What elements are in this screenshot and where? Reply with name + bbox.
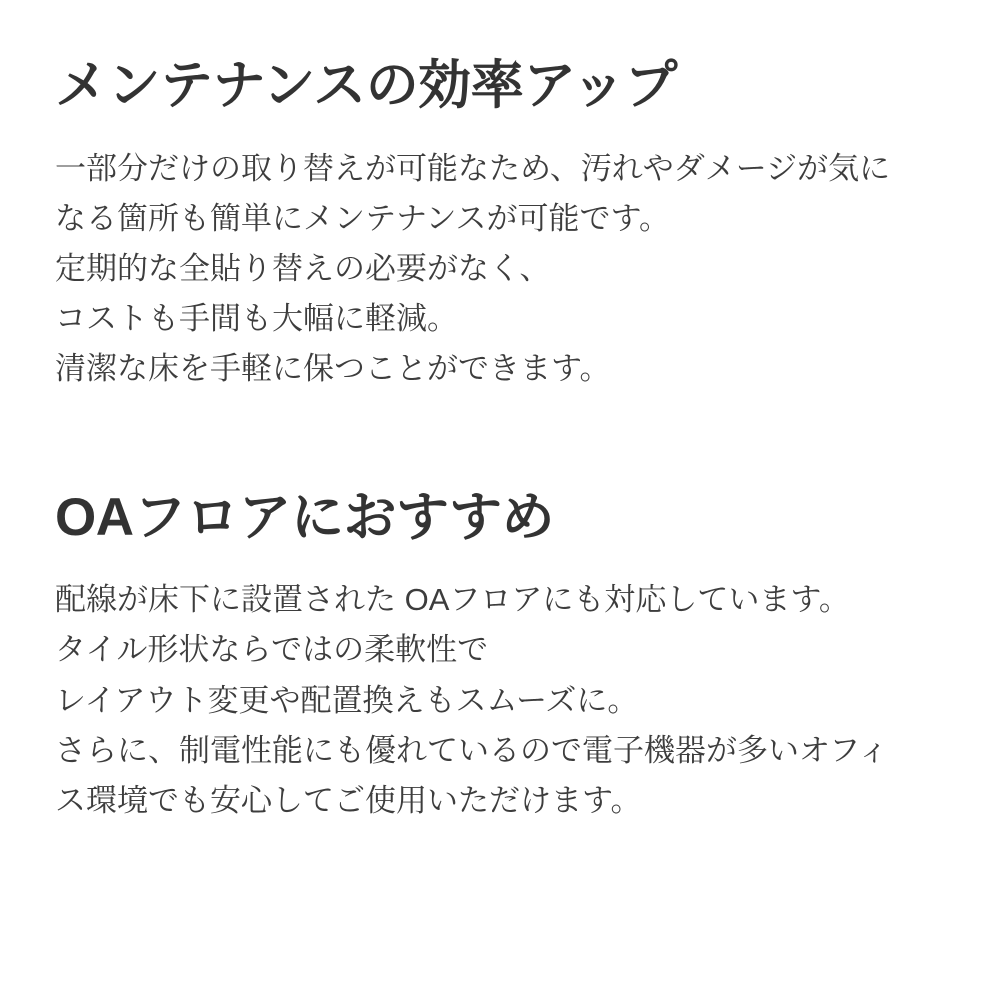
body-line: 定期的な全貼り替えの必要がなく、 bbox=[55, 250, 551, 286]
body-line: 配線が床下に設置された OAフロアにも対応しています。 bbox=[55, 582, 850, 618]
section-heading: メンテナンスの効率アップ bbox=[55, 56, 678, 115]
section-body bbox=[55, 575, 945, 826]
section-body bbox=[55, 144, 945, 395]
body-line: なる箇所も簡単にメンテナンスが可能です。 bbox=[55, 200, 671, 236]
section-oa-floor bbox=[55, 487, 945, 827]
body-line: 一部分だけの取り替えが可能なため、汚れやダメージが気に bbox=[55, 150, 891, 186]
body-line: コストも手間も大幅に軽減。 bbox=[55, 301, 458, 337]
section-maintenance bbox=[55, 55, 945, 395]
section-heading: OAフロアにおすすめ bbox=[55, 487, 555, 547]
body-line: レイアウト変更や配置換えもスムーズに。 bbox=[55, 682, 639, 718]
body-line: 清潔な床を手軽に保つことができます。 bbox=[55, 351, 611, 387]
body-line: さらに、制電性能にも優れているので電子機器が多いオフィ bbox=[55, 732, 889, 768]
body-line: タイル形状ならではの柔軟性で bbox=[55, 632, 489, 668]
body-line: ス環境でも安心してご使用いただけます。 bbox=[55, 783, 642, 819]
